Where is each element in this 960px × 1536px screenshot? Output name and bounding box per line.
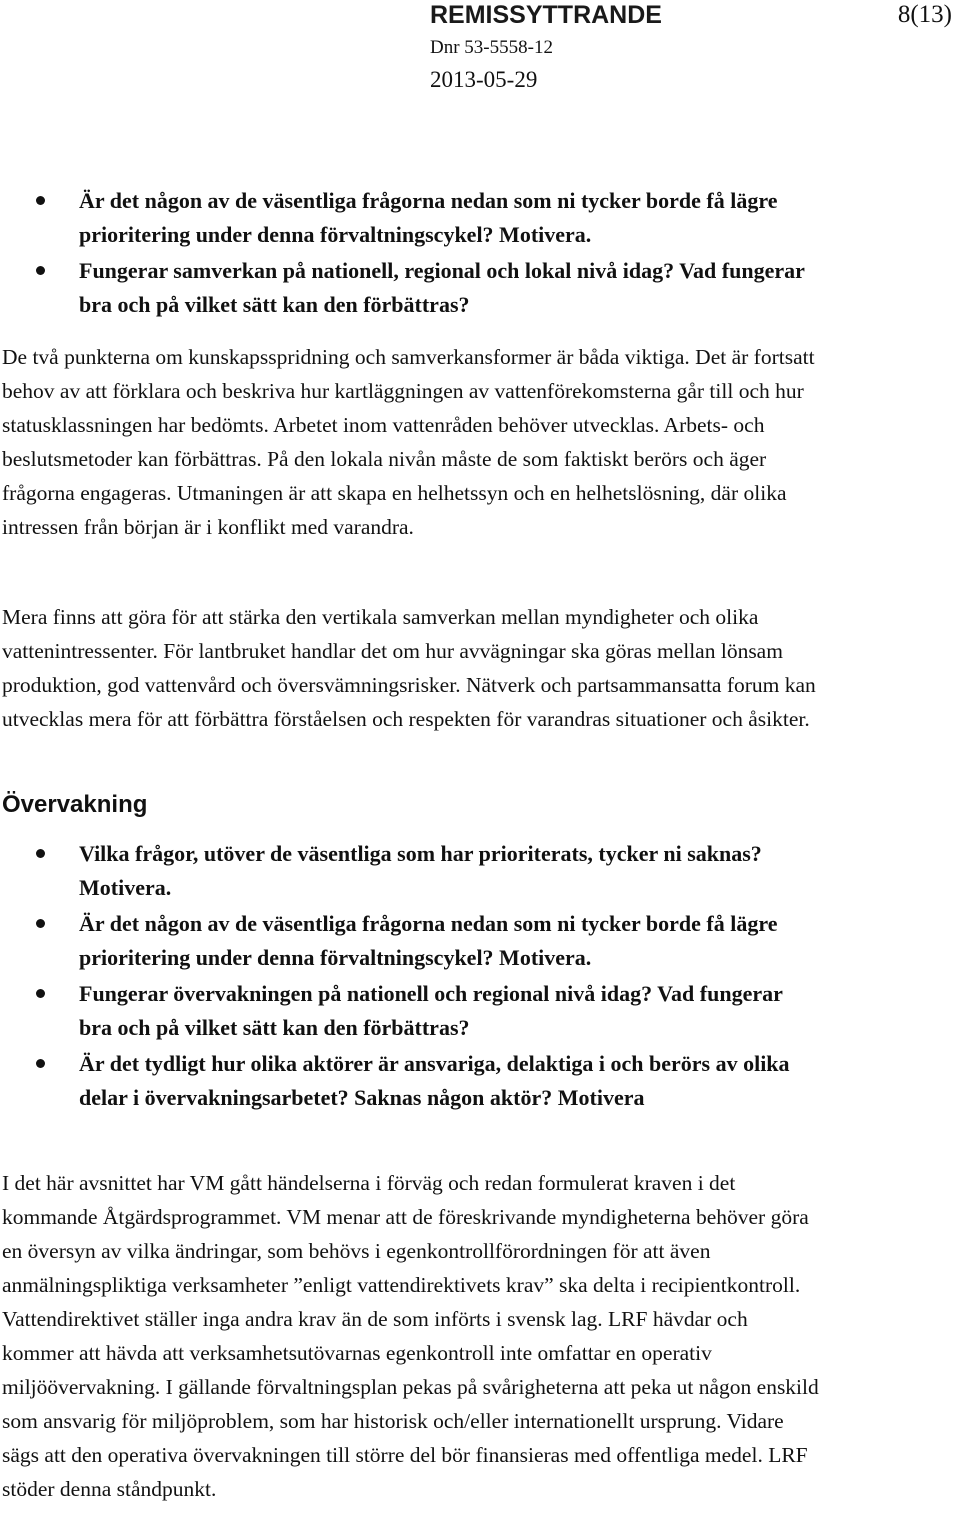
bullet-icon xyxy=(36,1059,45,1068)
body-paragraph: De två punkterna om kunskapsspridning och samverkansformer är båda viktiga. Det är fortsatt behov av att förklara och beskriva hur kartläggningen av vattenförekomsterna går till och hur statusklassningen har bedömts. Arbetet inom vattenråden behöver utvecklas. Arbets- och beslutsmetoder kan förbättras. På den lokala nivån måste de som faktiskt berörs och äger frågorna engageras. Utmaningen är att skapa en helhetssyn och en helhetslösning, där olika intressen från början är i konflikt med varandra. xyxy=(2,345,815,539)
question-item xyxy=(0,977,819,1045)
question-item xyxy=(0,254,819,322)
section-heading: Övervakning xyxy=(2,791,148,818)
bullet-icon xyxy=(36,266,45,275)
question-text: Är det tydligt hur olika aktörer är ansvariga, delaktiga i och berörs av olika delar i övervakningsarbetet? Saknas någon aktör? Motivera xyxy=(79,1051,790,1110)
question-text: Är det någon av de väsentliga frågorna nedan som ni tycker borde få lägre prioritering under denna förvaltningscykel? Motivera. xyxy=(79,188,778,247)
document-date: 2013-05-29 xyxy=(430,67,538,92)
question-item xyxy=(0,184,819,252)
bullet-icon xyxy=(36,989,45,998)
question-list-top xyxy=(0,184,819,324)
question-text: Är det någon av de väsentliga frågorna nedan som ni tycker borde få lägre prioritering under denna förvaltningscykel? Motivera. xyxy=(79,911,778,970)
question-item xyxy=(0,837,819,905)
question-text: Vilka frågor, utöver de väsentliga som har prioriterats, tycker ni saknas? Motivera. xyxy=(79,841,762,900)
body-paragraph: Mera finns att göra för att stärka den vertikala samverkan mellan myndigheter och olika vattenintressenter. För lantbruket handlar det om hur avvägningar ska göras mellan lönsam produktion, god vattenvård och översvämningsrisker. Nätverk och partsammansatta forum kan utvecklas mera för att förbättra förståelsen och respekten för varandras situationer och åsikter. xyxy=(2,605,816,731)
question-text: Fungerar övervakningen på nationell och regional nivå idag? Vad fungerar bra och på vilket sätt kan den förbättras? xyxy=(79,981,783,1040)
question-text: Fungerar samverkan på nationell, regional och lokal nivå idag? Vad fungerar bra och på vilket sätt kan den förbättras? xyxy=(79,258,805,317)
document-type-title: REMISSYTTRANDE xyxy=(430,1,662,29)
body-paragraph: I det här avsnittet har VM gått händelserna i förväg och redan formulerat kraven i det kommande Åtgärdsprogrammet. VM menar att de föreskrivande myndigheterna behöver göra en översyn av vilka ändringar, som behövs i egenkontrollförordningen för att även anmälningspliktiga verksamheter ”enligt vattendirektivets krav” ska delta i recipientkontroll. Vattendirektivet ställer inga andra krav än de som införts i svensk lag. LRF hävdar och kommer att hävda att verksamhetsutövarnas egenkontroll inte omfattar en operativ miljöövervakning. I gällande förvaltningsplan pekas på svårigheterna att peka ut någon enskild som ansvarig för miljöproblem, som har historisk och/eller internationellt ursprung. Vidare sägs att den operativa övervakningen till större del bör finansieras med offentliga medel. LRF stöder denna ståndpunkt. xyxy=(2,1171,819,1501)
bullet-icon xyxy=(36,196,45,205)
reference-number: Dnr 53-5558-12 xyxy=(430,37,553,58)
bullet-icon xyxy=(36,919,45,928)
question-item xyxy=(0,907,819,975)
question-item xyxy=(0,1047,819,1115)
question-list-bottom xyxy=(0,837,819,1117)
bullet-icon xyxy=(36,849,45,858)
page-number: 8(13) xyxy=(897,1,952,28)
